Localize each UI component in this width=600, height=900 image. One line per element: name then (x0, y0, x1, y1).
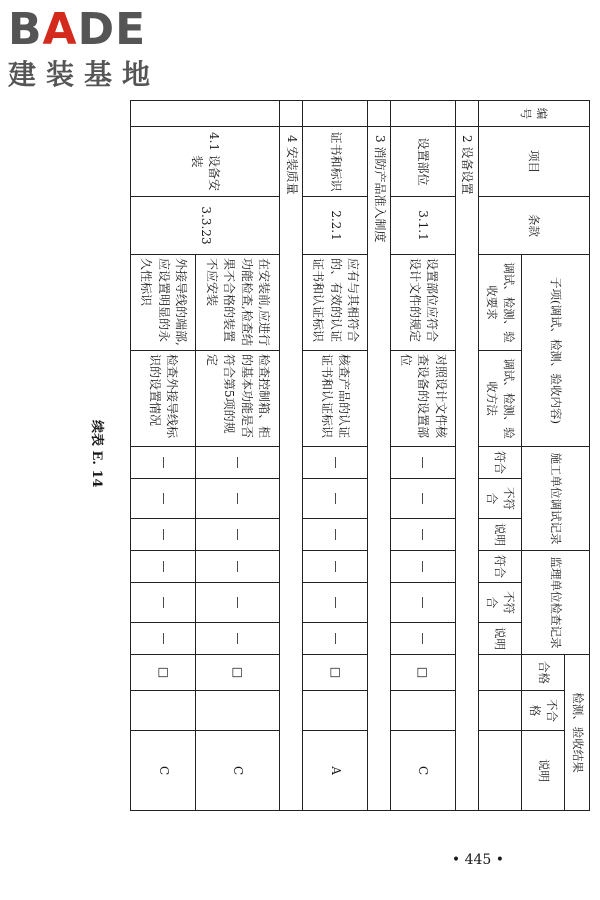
header-unqualified: 不合格 (522, 691, 565, 731)
row-grade: C (390, 731, 455, 811)
header-blank-1 (478, 655, 521, 691)
header-c-conform: 符合 (478, 447, 521, 479)
page-number: • 445 • (451, 852, 504, 868)
header-blank-3 (478, 731, 521, 811)
table-caption: 续表 E. 14 (89, 420, 104, 488)
row-s-conform: — (303, 551, 368, 583)
header-number: 编号 (478, 101, 589, 127)
section-row (455, 101, 478, 811)
table-row (303, 101, 368, 811)
row-qualified-checkbox[interactable]: □ (131, 655, 196, 691)
brand-wordmark: BADE (8, 4, 147, 55)
row-unqualified (195, 691, 279, 731)
row-s-note: — (390, 623, 455, 655)
row-c-nonconform: — (303, 479, 368, 519)
row-c-conform: — (390, 447, 455, 479)
row-c-note: — (303, 519, 368, 551)
row-s-conform: — (195, 551, 279, 583)
row-qualified-checkbox[interactable]: □ (195, 655, 279, 691)
row-s-note: — (303, 623, 368, 655)
header-qualified: 合格 (522, 655, 565, 691)
row-c-conform: — (303, 447, 368, 479)
row-requirement: 设置部位应符合设计文件的规定 (390, 255, 455, 351)
row-c-note: — (131, 519, 196, 551)
section-row (280, 101, 303, 811)
row-unqualified (303, 691, 368, 731)
row-c-note: — (195, 519, 279, 551)
row-item: 4.1 设备安装 (131, 127, 280, 197)
inspection-table (130, 100, 590, 811)
row-s-note: — (195, 623, 279, 655)
header-blank-2 (478, 691, 521, 731)
row-method: 检查外接导线标识的设置情况 (131, 351, 196, 447)
row-unqualified (131, 691, 196, 731)
row-method: 对照设计文件核查设备的设置部位 (390, 351, 455, 447)
brand-logo (8, 6, 198, 92)
row-method: 检查控制箱、柜的基本功能是否符合第5项的规定 (195, 351, 279, 447)
header-requirement: 调试、检测、验收要求 (478, 255, 521, 351)
table-row (390, 101, 455, 811)
row-c-conform: — (131, 447, 196, 479)
row-s-nonconform: — (195, 583, 279, 623)
row-grade: C (195, 731, 279, 811)
section-title: 3 消防产品准入制度 (367, 127, 390, 811)
section-row (367, 101, 390, 811)
inspection-table-container (130, 100, 590, 810)
brand-subtitle: 建装基地 (8, 58, 161, 91)
row-qualified-checkbox[interactable]: □ (303, 655, 368, 691)
row-item: 证书和标识 (303, 127, 368, 197)
section-title: 2 设备设置 (455, 127, 478, 811)
row-c-nonconform: — (390, 479, 455, 519)
row-requirement: 外接导线的端部,应设置明显的永久性标识 (131, 255, 196, 351)
header-s-note: 说明 (478, 623, 521, 655)
row-unqualified (390, 691, 455, 731)
row-s-nonconform: — (303, 583, 368, 623)
row-item: 设置部位 (390, 127, 455, 197)
header-result-note: 说明 (522, 731, 565, 811)
header-supervision-unit: 监理单位检查记录 (522, 551, 590, 655)
header-inspection-result: 检测、验收结果 (565, 655, 590, 811)
row-clause: 2.2.1 (303, 197, 368, 255)
table-row (195, 101, 279, 811)
row-requirement: 在安装前,应进行功能检查,检查结果不合格的装置不应安装 (195, 255, 279, 351)
section-title: 4 安装质量 (280, 127, 303, 811)
header-c-nonconform: 不符合 (478, 479, 521, 519)
row-s-nonconform: — (131, 583, 196, 623)
row-requirement: 应有与其相符合的、有效的认证证书和认证标识 (303, 255, 368, 351)
row-c-nonconform: — (131, 479, 196, 519)
header-s-nonconform: 不符合 (478, 583, 521, 623)
header-item: 项目 (478, 127, 589, 197)
row-c-note: — (390, 519, 455, 551)
row-grade: C (131, 731, 196, 811)
row-clause: 3.1.1 (390, 197, 455, 255)
row-s-conform: — (131, 551, 196, 583)
header-construction-unit: 施工单位调试记录 (522, 447, 590, 551)
header-c-note: 说明 (478, 519, 521, 551)
header-s-conform: 符合 (478, 551, 521, 583)
row-method: 核查产品的认证证书和认证标识 (303, 351, 368, 447)
row-s-nonconform: — (390, 583, 455, 623)
row-clause: 3.3.23 (131, 197, 280, 255)
row-c-conform: — (195, 447, 279, 479)
header-row-1 (565, 101, 590, 811)
header-method: 调试、检测、验收方法 (478, 351, 521, 447)
row-s-note: — (131, 623, 196, 655)
row-grade: A (303, 731, 368, 811)
row-c-nonconform: — (195, 479, 279, 519)
header-sub-item: 子项(调试、检测、验收内容) (522, 255, 590, 447)
header-clause: 条款 (478, 197, 589, 255)
row-s-conform: — (390, 551, 455, 583)
row-qualified-checkbox[interactable]: □ (390, 655, 455, 691)
